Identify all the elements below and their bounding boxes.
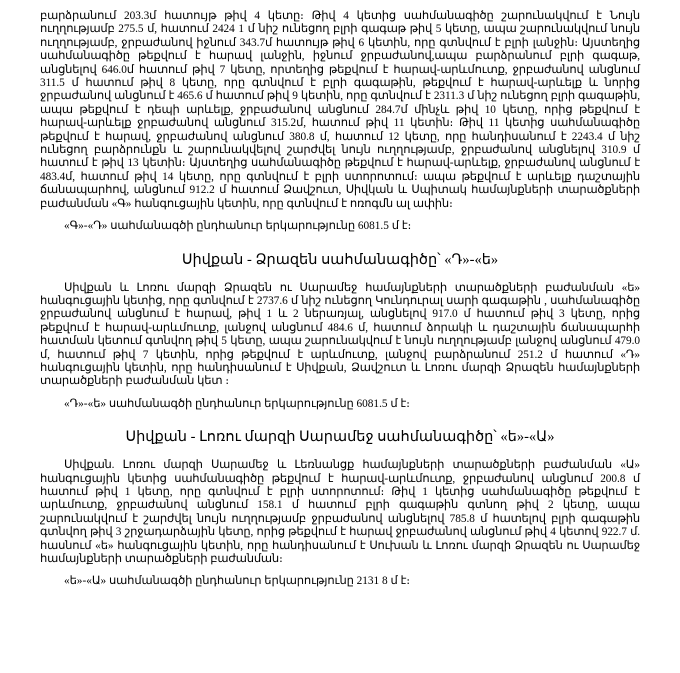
section-heading-1: Սիվքան - Ձրազեն սահմանագիծը՝ «Դ»-«ե» — [181, 251, 499, 268]
spacer — [40, 211, 640, 220]
spacer — [40, 411, 640, 428]
spacer — [40, 446, 640, 459]
spacer — [40, 269, 640, 282]
spacer — [40, 389, 640, 398]
boundary-total-2: «Դ»-«ե» սահմանագծի ընդհանուր երկարությունը 6081.5 մ է։ — [64, 397, 410, 410]
boundary-total-1: «Գ»-«Դ» սահմանագծի ընդհանուր երկարությունը 6081.5 մ է։ — [64, 220, 412, 233]
top-text-block — [40, 0, 640, 211]
paragraph-continuation: բարձրանում 203.3մ հատույթ թիվ 4 կետը։ Թիվ 4 կետից սահմանագիծը շարունակվում է Նույն ուղղությամբ 275.5 մ, հատում 2424 1 մ նիշ ունեցող բլրի գագաթ թիվ 5 կետը, ապա շարունակվում նույն ուղղությամբ, ջրբաժանով իջնում 343.7մ հատույթ թիվ 6 կետին, որը գտնվում է բլրի լանջին։ Այստեղից սահմանագիծը թեքվում է հարավ լանջին, իջնում ջրբաժանով,ապա բարձրանում բլրի գագաթ, անցնելով 646.0մ հատում թիվ 7 կետը, որտեղից թեքվում է հարավ-արևմուտք, ջրբաժանով անցնում 311.5 մ հատում թիվ 8 կետը, որը գտնվում է բլրի գագաթին, թեքվում է հարավ-արևելք և նորից ջրբաժանով անցնում է 465.6 մ հատում թիվ 9 կետին, որը գտնվում է 2311.3 մ նիշ ունեցող բլրի գագաթին, ապա թեքվում է դեպի արևելք, ջրբաժանով անցնում 284.7մ մինչև թիվ 10 կետը, որից թեքվում է հարավ-արևելք ջրբաժանով անցնում 315.2մ, հատում թիվ 11 կետին։ Թիվ 11 կետից սահմանագիծը թեքվում է հարավ, ջրբաժանով անցնում 380.8 մ, հատում 12 կետը, որը հանդիսանում է 2243.4 մ նիշ ունեցող բարձրունքն և շարունակվելով շարժվել նույն ուղղությամբ, ջրբաժանով անցնելով 310.9 մ հատում է թիվ 13 կետին։ Այստեղից սահմանագիծը թեքվում է հարավ-արևելք, ջրբաժանով անցնում է 483.4մ, հատում թիվ 14 կետը, որը գտնվում է բլրի ստորոտում։ ապա թեքվում է արևելք դաշտային ճանապարհով, անցնում 912.2 մ հատում Ձավշուտ, Սիվկան և Սպիտակ համայնքների տարածքների բաժանման «Գ» հանգուցային կետին, որը գտնվում է ոռոգմն ալ ափին։ — [40, 10, 640, 210]
spacer — [40, 566, 640, 575]
spacer — [40, 234, 640, 251]
paragraph-3: Սիվքան. Լոռու մարզի Սարամեջ և Լեռնանցք համայնքների տարածքների բաժանման «Ա» հանգուցային կետից սահմանագիծը թեքվում է հարավ-արևմուտք, ջրբաժանով անցնում 200.8 մ հատում թիվ 1 կետը, որը գտնվում է բլրի ստորոտում։ Թիվ 1 կետից սահմանագիծը թեքվում է արևմուտք, ջրբաժանով անցնում 158.1 մ հատում բլրի գագաթին գտնող թիվ 2 կետը, ապա շարունակվում է շարժվել նույն ուղղությամբ ջրբաժանով անցնելով 785.8 մ հատելով բլրի գագաթին գտնվող թիվ 3 շրջադարձային կետը, որից թեքվում է հարավ ջրբաժանով անցնում թիվ 4 կետով 922.7 մ. հասնում «ե» հանգուցային կետին, որը հանդիսանում է Սուխան և Լոռու մարզի Ձրազեն ու Սարամեջ համայնքների տարածքների բաժանման։ — [40, 459, 640, 565]
paragraph-2: Սիվքան և Լոռու մարզի Ձրազեն ու Սարամեջ համայնքների տարածքների բաժանման «ե» հանգուցային կետից, որը գտնվում է 2737.6 մ նիշ ունեցող Կունդուրալ սարի գագաթին , սահմանագիծը ջրբաժանով անցնում է հարավ, թիվ 1 և 2 ներառյալ, անցնելով 917.0 մ հատում թիվ 3 կետը, որից թեքվում է հարավ-արևմուտք, լանջով անցնում 484.6 մ, հատում ձորակի և դաշտային ճանապարհի հատման կետում գտնվող թիվ 5 կետը, ապա շարունակվում է նույն ուղղությամբ լանջով անցնում 479.0 մ, հատում թիվ 7 կետին, որից թեքվում է արևմուտք, լանջով բարձրանում 251.2 մ հատում «Դ» հանգուցային կետին, որը հանդիսանում է Սիվքան, Ձավշուտ և Լոռու մարզի Ձրազեն համայնքների տարածքների բաժանման կետ ։ — [40, 281, 640, 388]
section-heading-2: Սիվքան - Լոռու մարզի Սարամեջ սահմանագիծը՝ «ե»-«Ա» — [125, 429, 555, 446]
boundary-total-3: «ե»-«Ա» սահմանագծի ընդհանուր երկարությունը 2131 8 մ է։ — [64, 575, 411, 588]
